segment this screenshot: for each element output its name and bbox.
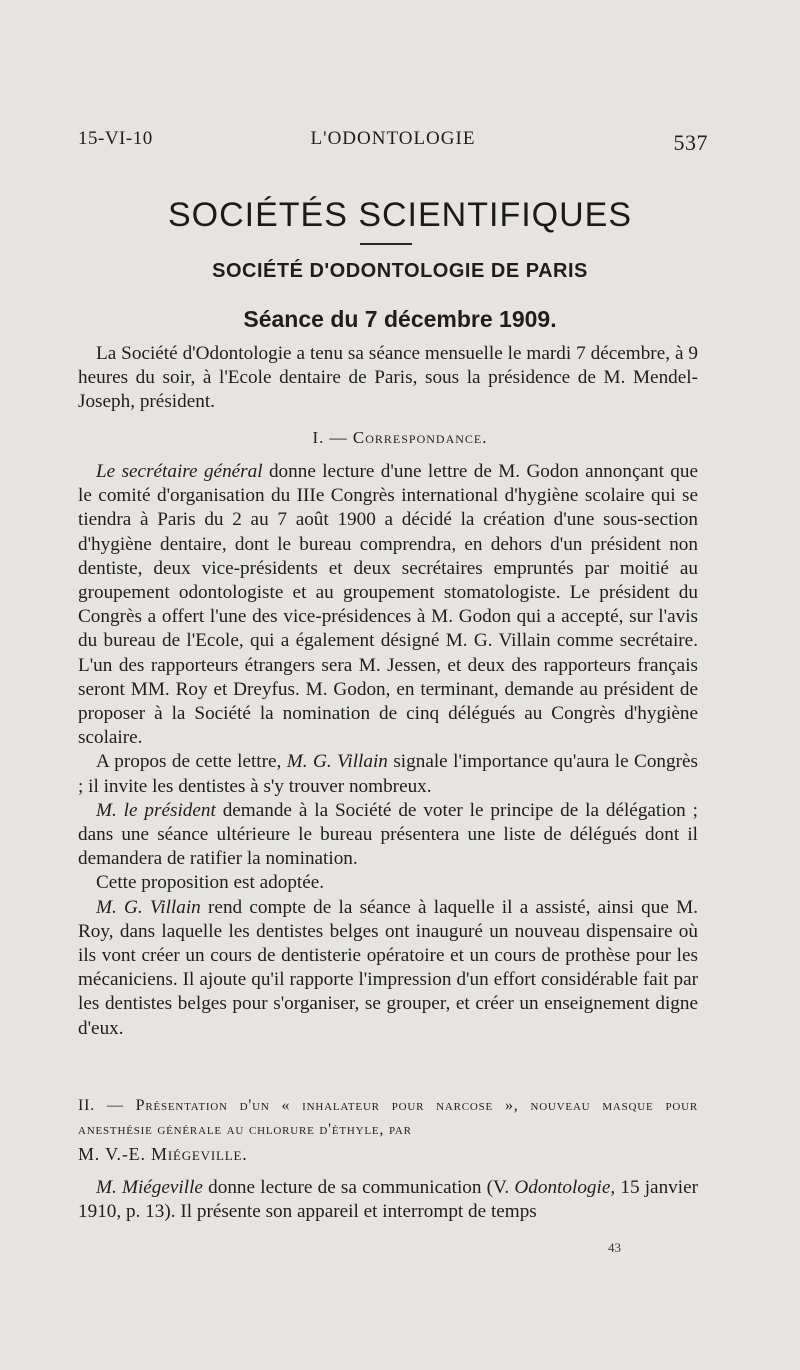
- paragraph-text: donne lecture d'une lettre de M. Godon annonçant que le comité d'organisation du IIIe Congrès international d'hygiène scolaire qui se tiendra à Paris du 2 au 7 août 1900 a décidé la création d'une sous-section d'hygiène dentaire, dont le bureau comprendra, en dehors d'un président non dentiste, deux vice-présidents et deux secrétaires empruntés par moitié au groupement odontologiste et au groupement stomatologiste. Le président du Congrès a offert l'une des vice-présidences à M. Godon qui a accepté, sur l'avis du bureau de l'Ecole, qui a également désigné M. G. Villain comme secrétaire. L'un des rapporteurs étrangers sera M. Jessen, et deux des rapporteurs français seront MM. Roy et Dreyfus. M. Godon, en terminant, demande au président de proposer à la Société la nomination de cinq délégués au Congrès d'hygiène scolaire.: [78, 461, 698, 749]
- intro-block: [78, 342, 698, 415]
- journal-reference: Odontologie,: [514, 1177, 616, 1198]
- paragraph-text: 15 janvier 1910, p. 13). Il présente son appareil et interrompt de temps: [78, 1177, 699, 1223]
- section-2-heading: [78, 1094, 698, 1168]
- section-2-author: M. V.-E. Miégeville.: [78, 1144, 248, 1164]
- section-2-paragraph-1: [78, 1176, 698, 1224]
- section-1-paragraph-2: [78, 750, 698, 798]
- header-journal: L'ODONTOLOGIE: [310, 128, 476, 149]
- paragraph-text: A propos de cette lettre,: [96, 751, 287, 773]
- paragraph-text: demande à la Société de voter le principe de la délégation ; dans une séance ultérieure le bureau présentera une liste de délégués dont il demandera de ratifier la nomination.: [78, 799, 698, 870]
- running-head: [78, 128, 708, 158]
- section-2-body: [78, 1176, 698, 1224]
- society-subtitle: SOCIÉTÉ D'ODONTOLOGIE DE PARIS: [212, 260, 588, 282]
- section-2-title: II. — Présentation d'un « inhalateur pour narcose », nouveau masque pour anesthésie générale au chlorure d'éthyle, par: [78, 1097, 698, 1138]
- section-1-paragraph-1: [78, 460, 698, 750]
- villain-lead-2: M. G. Villain: [96, 896, 201, 918]
- session-date: Séance du 7 décembre 1909.: [243, 306, 557, 332]
- paragraph-text: donne lecture de sa communication (V.: [202, 1177, 515, 1198]
- title-divider: [360, 243, 412, 245]
- secretary-lead: Le secrétaire général: [96, 461, 263, 482]
- villain-lead: M. G. Villain: [286, 751, 388, 773]
- section-1-paragraph-5: [78, 896, 698, 1041]
- section-1-paragraph-3: [78, 799, 698, 872]
- miegeville-lead: M. Miégeville: [96, 1177, 203, 1198]
- section-1-body: [78, 460, 698, 1041]
- paragraph-text: signale l'importance qu'aura le Congrès ; il invite les dentistes à s'y trouver nombreux.: [78, 751, 698, 797]
- signature-mark: 43: [608, 1240, 621, 1255]
- header-date: 15-VI-10: [78, 128, 153, 149]
- president-lead: M. le président: [96, 799, 216, 821]
- intro-paragraph: La Société d'Odontologie a tenu sa séance mensuelle le mardi 7 décembre, à 9 heures du soir, à l'Ecole dentaire de Paris, sous la présidence de M. Mendel-Joseph, président.: [78, 343, 698, 413]
- paragraph-text: rend compte de la séance à laquelle il a assisté, ainsi que M. Roy, dans laquelle les dentistes belges ont inauguré un nouveau dispensaire où ils vont créer un cours de dentisterie opératoire et un cours de prothèse pour les mécaniciens. Il ajoute qu'il rapporte l'impression d'un effort considérable fait par les dentistes belges pour s'organiser, se grouper, et créer un enseignement digne d'eux.: [78, 896, 698, 1039]
- section-1-paragraph-4: Cette proposition est adoptée.: [96, 872, 325, 894]
- page-number: 537: [673, 130, 708, 155]
- section-1-heading: I. — Correspondance.: [312, 428, 488, 447]
- page-title: SOCIÉTÉS SCIENTIFIQUES: [167, 196, 633, 234]
